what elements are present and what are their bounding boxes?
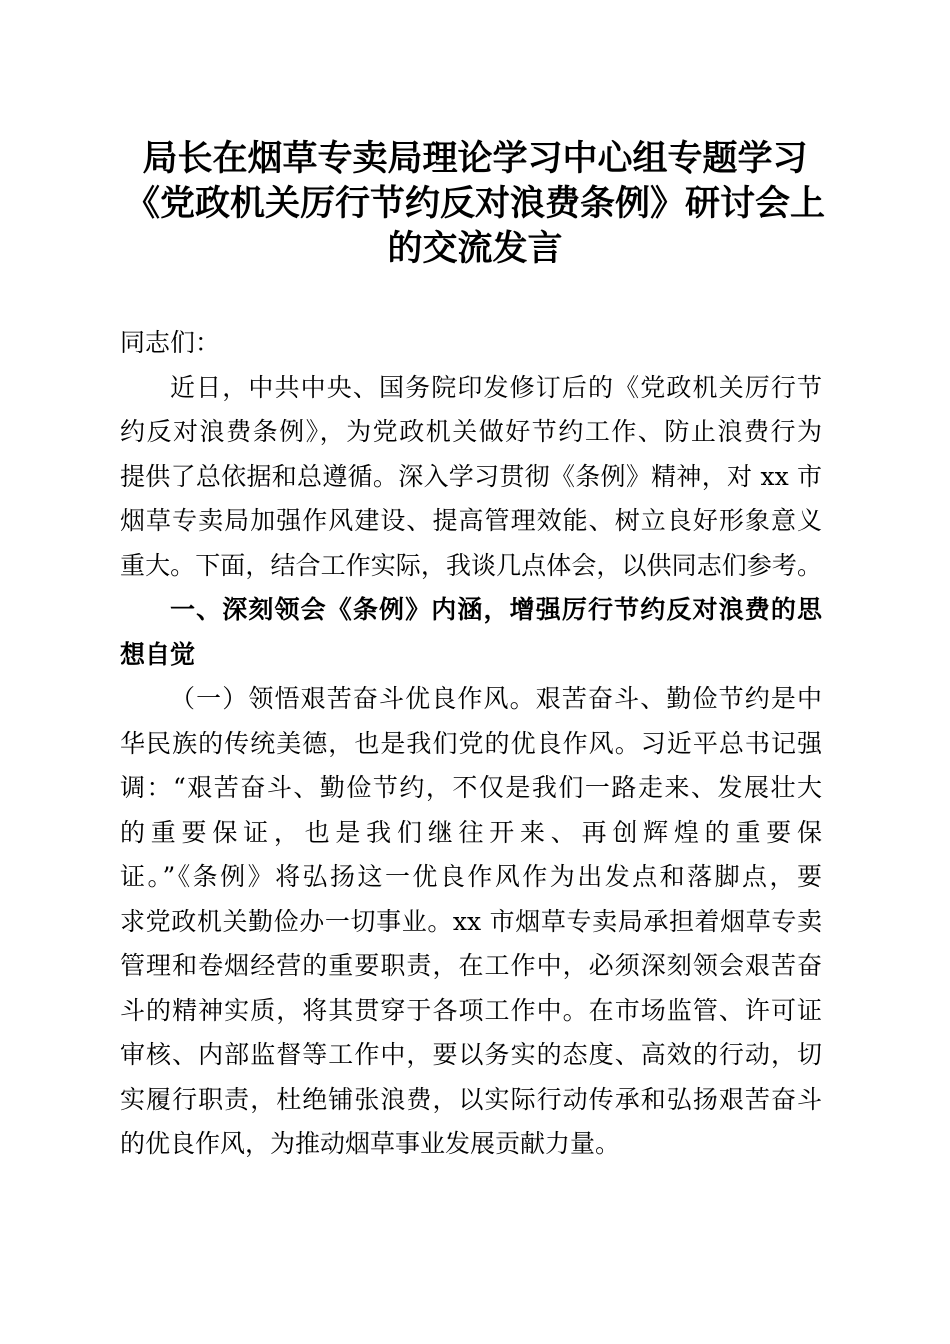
text-line: 近日，中共中央、国务院印发修订后的《党政机关厉行节 (170, 372, 822, 402)
text-line: 调：“艰苦奋斗、勤俭节约，不仅是我们一路走来、发展壮大 (120, 773, 822, 802)
section-heading (120, 588, 822, 677)
title-line: 《党政机关厉行节约反对浪费条例》研讨会上 (124, 184, 825, 224)
salutation: 同志们： (120, 328, 221, 357)
text-line: 的重要保证，也是我们继往开来、再创辉煌的重要保 (120, 817, 822, 847)
text-line: 烟草专卖局加强作风建设、提高管理效能、树立良好形象意义 (120, 506, 822, 535)
text-line: 想自觉 (120, 639, 196, 669)
document-body (120, 321, 822, 1167)
text-line: 重大。下面，结合工作实际，我谈几点体会，以供同志们参考。 (120, 550, 822, 580)
title-line: 局长在烟草专卖局理论学习中心组专题学习 (142, 139, 808, 179)
text-line: 的优良作风，为推动烟草事业发展贡献力量。 (120, 1129, 621, 1158)
text-line: 一、深刻领会《条例》内涵，增强厉行节约反对浪费的思 (170, 595, 822, 624)
text-line: 华民族的传统美德，也是我们党的优良作风。习近平总书记强 (120, 728, 822, 758)
text-line: 管理和卷烟经营的重要职责，在工作中，必须深刻领会艰苦奋 (120, 951, 822, 980)
intro-paragraph (120, 366, 822, 589)
title-line: 的交流发言 (387, 229, 563, 269)
text-line: 审核、内部监督等工作中，要以务实的态度、高效的行动，切 (120, 1040, 822, 1069)
text-line: 提供了总依据和总遵循。深入学习贯彻《条例》精神，对 xx 市 (120, 461, 822, 491)
text-line: 斗的精神实质，将其贯穿于各项工作中。在市场监管、许可证 (120, 995, 822, 1025)
body-paragraph (120, 677, 822, 1167)
text-line: 实履行职责，杜绝铺张浪费，以实际行动传承和弘扬艰苦奋斗 (120, 1084, 822, 1114)
text-line: 证。”《条例》将弘扬这一优良作风作为出发点和落脚点，要 (120, 862, 822, 891)
text-line: 约反对浪费条例》，为党政机关做好节约工作、防止浪费行为 (120, 417, 822, 446)
text-line: 求党政机关勤俭办一切事业。xx 市烟草专卖局承担着烟草专卖 (120, 906, 822, 936)
document-title (110, 137, 840, 272)
text-line: （一）领悟艰苦奋斗优良作风。艰苦奋斗、勤俭节约是中 (170, 684, 822, 713)
